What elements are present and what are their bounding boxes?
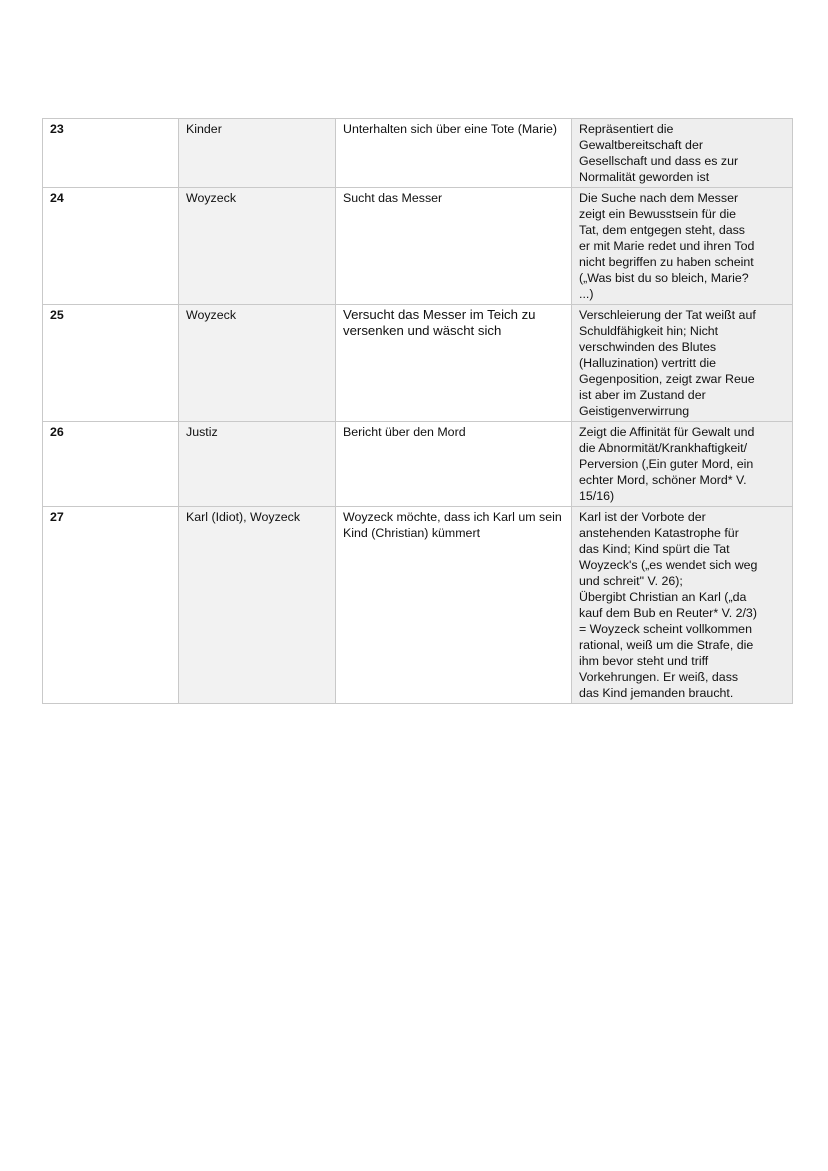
interpretation-line: (Halluzination) vertritt die [579, 356, 717, 370]
scene-characters: Kinder [179, 119, 336, 188]
scene-action: Versucht das Messer im Teich zu versenken und wäscht sich [336, 305, 572, 422]
table-row [43, 119, 793, 188]
interpretation-line: 15/16) [579, 489, 615, 503]
scene-number: 24 [43, 188, 179, 305]
interpretation-line: Perversion (‚Ein guter Mord, ein [579, 457, 754, 471]
interpretation-line: echter Mord, schöner Mord* V. [579, 473, 747, 487]
interpretation-line: („Was bist du so bleich, Marie? [579, 271, 749, 285]
interpretation-line: kauf dem Bub en Reuter* V. 2/3) [579, 606, 757, 620]
interpretation-line: er mit Marie redet und ihren Tod [579, 239, 755, 253]
interpretation-line: Gesellschaft und dass es zur [579, 154, 739, 168]
interpretation-line: Zeigt die Affinität für Gewalt und [579, 425, 755, 439]
interpretation-line: Repräsentiert die [579, 122, 674, 136]
interpretation-line: ihm bevor steht und triff [579, 654, 709, 668]
interpretation-line: Gewaltbereitschaft der [579, 138, 703, 152]
scene-interpretation [572, 305, 793, 422]
interpretation-line: ist aber im Zustand der [579, 388, 706, 402]
scene-interpretation [572, 422, 793, 507]
interpretation-line: = Woyzeck scheint vollkommen [579, 622, 752, 636]
scene-characters: Woyzeck [179, 305, 336, 422]
interpretation-line: ...) [579, 287, 594, 301]
interpretation-line: Geistigenverwirrung [579, 404, 690, 418]
interpretation-line: Die Suche nach dem Messer [579, 191, 739, 205]
interpretation-line: nicht begriffen zu haben scheint [579, 255, 754, 269]
scene-action: Bericht über den Mord [336, 422, 572, 507]
scene-characters: Woyzeck [179, 188, 336, 305]
interpretation-line: die Abnormität/Krankhaftigkeit/ [579, 441, 748, 455]
scene-analysis-table [42, 118, 793, 704]
scene-number: 26 [43, 422, 179, 507]
scene-characters: Justiz [179, 422, 336, 507]
table-row [43, 305, 793, 422]
interpretation-line: Vorkehrungen. Er weiß, dass [579, 670, 739, 684]
interpretation-line: Übergibt Christian an Karl („da [579, 590, 747, 604]
interpretation-line: rational, weiß um die Strafe, die [579, 638, 754, 652]
scene-interpretation [572, 507, 793, 704]
table-row [43, 422, 793, 507]
interpretation-line: anstehenden Katastrophe für [579, 526, 739, 540]
interpretation-line: Karl ist der Vorbote der [579, 510, 706, 524]
interpretation-line: Schuldfähigkeit hin; Nicht [579, 324, 719, 338]
interpretation-line: Normalität geworden ist [579, 170, 710, 184]
scene-number: 23 [43, 119, 179, 188]
scene-number: 25 [43, 305, 179, 422]
interpretation-line: Tat, dem entgegen steht, dass [579, 223, 746, 237]
scene-interpretation [572, 119, 793, 188]
table-row [43, 188, 793, 305]
interpretation-line: und schreit" V. 26); [579, 574, 683, 588]
scene-action: Unterhalten sich über eine Tote (Marie) [336, 119, 572, 188]
interpretation-line: das Kind; Kind spürt die Tat [579, 542, 730, 556]
interpretation-line: zeigt ein Bewusstsein für die [579, 207, 737, 221]
interpretation-line: Gegenposition, zeigt zwar Reue [579, 372, 755, 386]
interpretation-line: Verschleierung der Tat weißt auf [579, 308, 756, 322]
scene-interpretation [572, 188, 793, 305]
interpretation-line: das Kind jemanden braucht. [579, 686, 734, 700]
interpretation-line: verschwinden des Blutes [579, 340, 717, 354]
scene-number: 27 [43, 507, 179, 704]
scene-action: Woyzeck möchte, dass ich Karl um sein Kind (Christian) kümmert [336, 507, 572, 704]
scene-action: Sucht das Messer [336, 188, 572, 305]
table-row [43, 507, 793, 704]
scene-characters: Karl (Idiot), Woyzeck [179, 507, 336, 704]
interpretation-line: Woyzeck's („es wendet sich weg [579, 558, 758, 572]
